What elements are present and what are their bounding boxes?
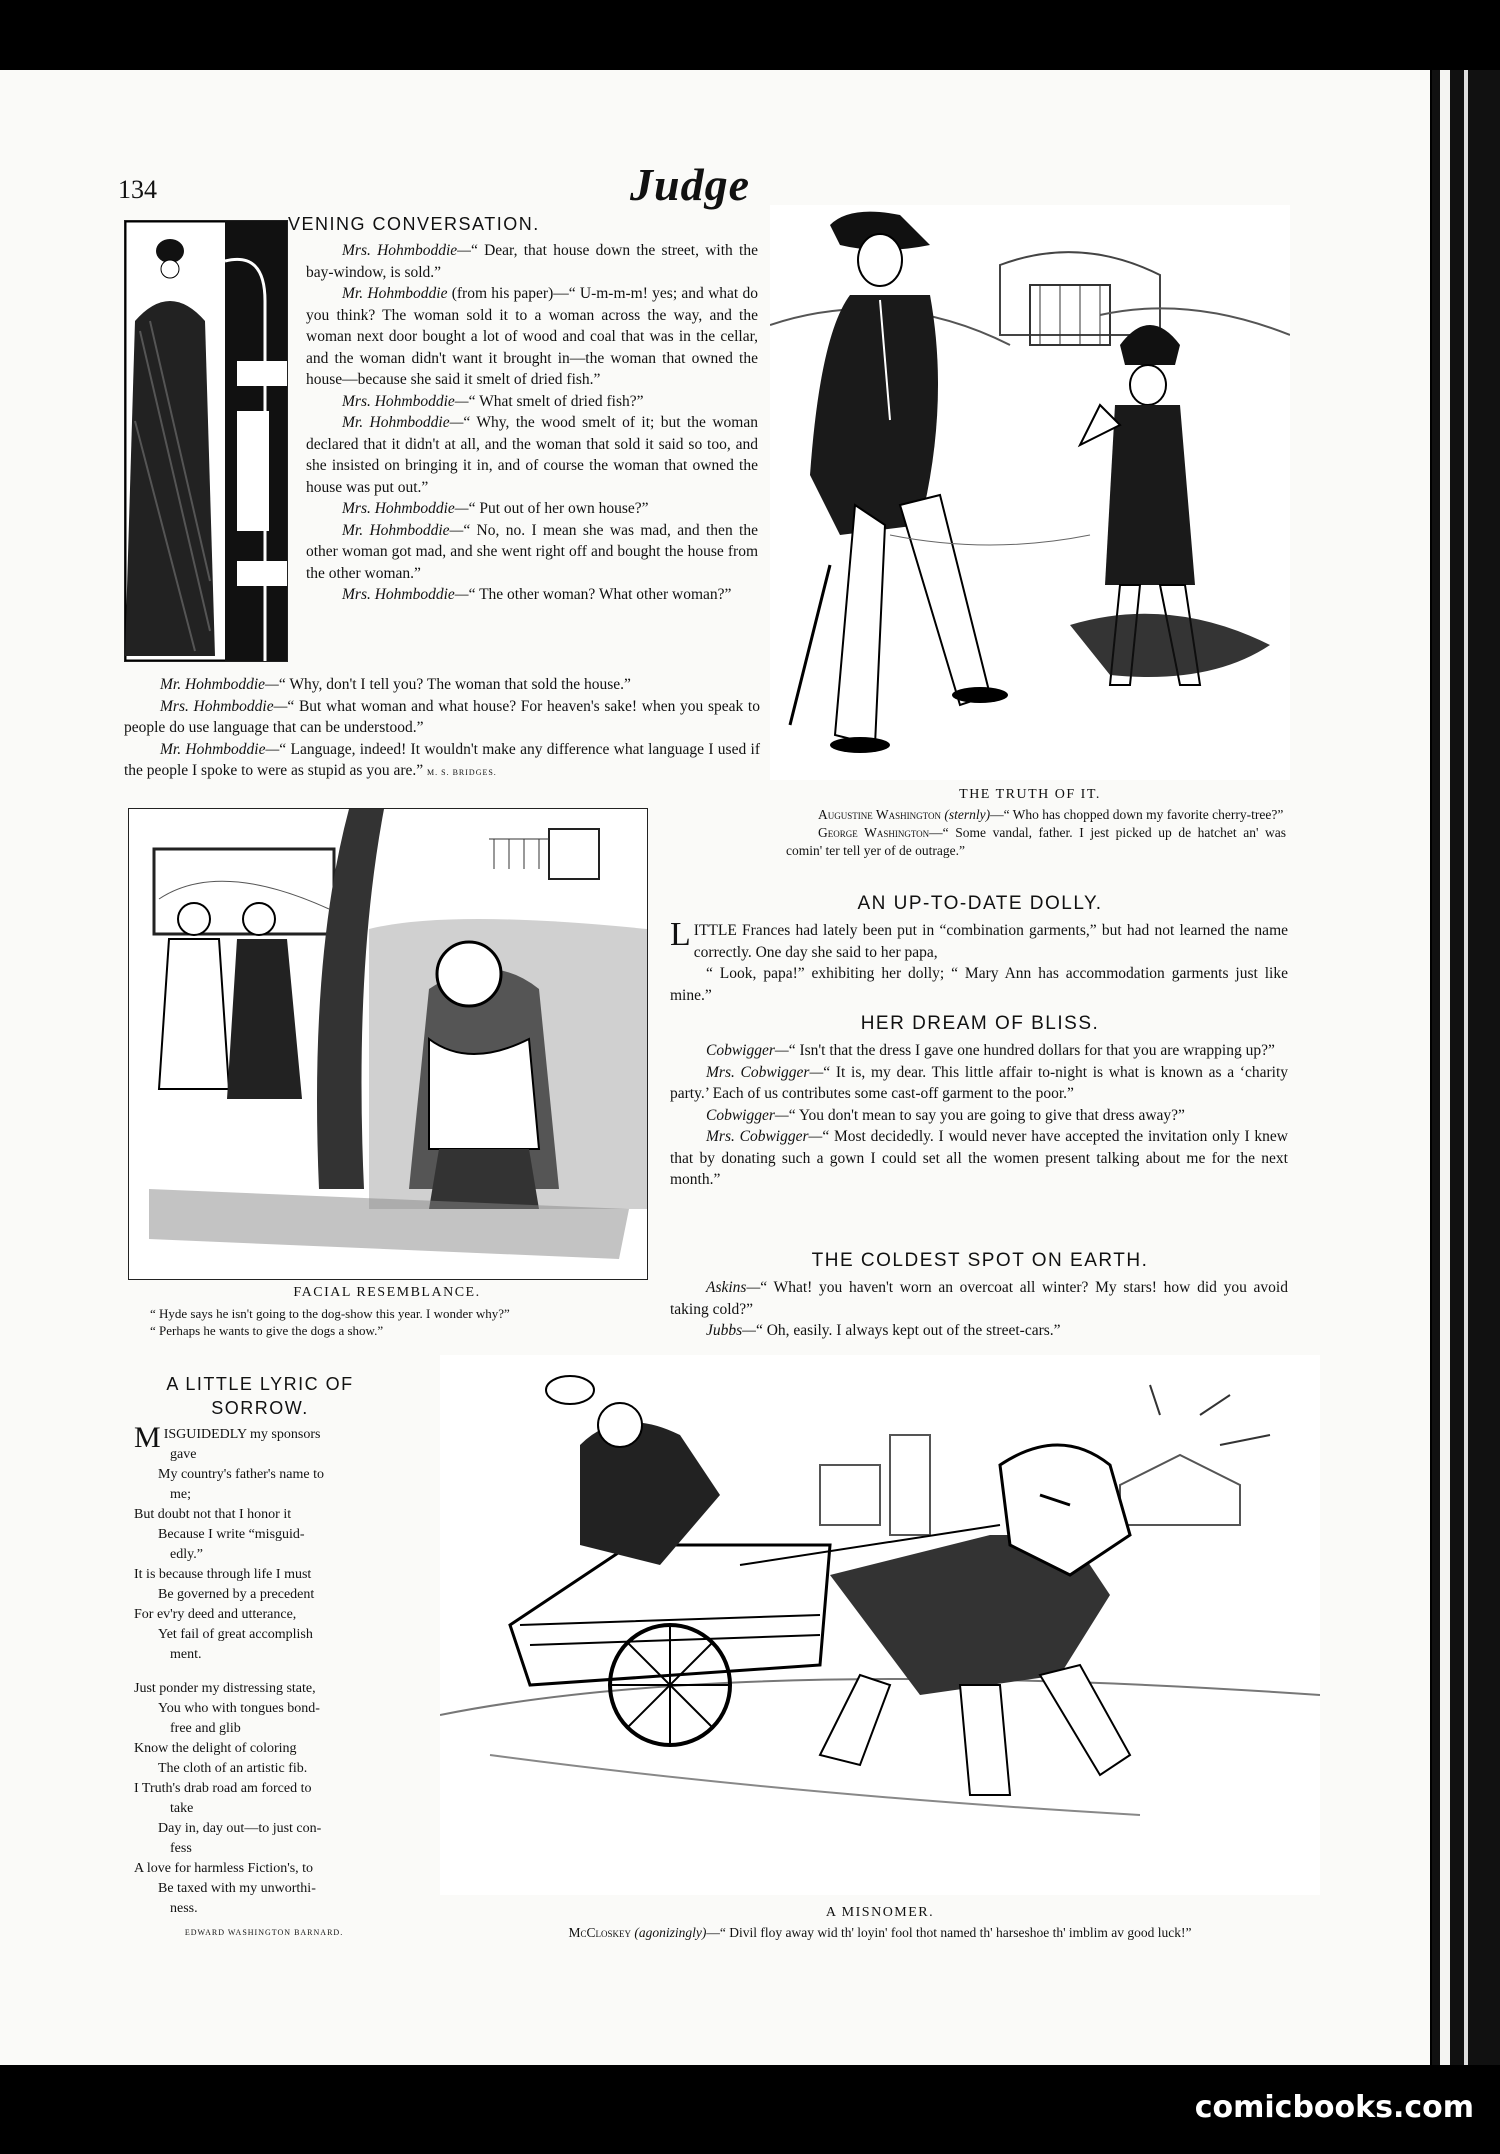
poem-line: Because I write “misguid- <box>158 1527 305 1542</box>
speaker: Cobwigger— <box>706 1042 789 1059</box>
poem-stanza-1 <box>134 1421 394 1665</box>
author-signature: M. S. BRIDGES. <box>427 768 497 777</box>
dolly-text <box>670 916 1288 1006</box>
speaker: Askins— <box>706 1279 761 1296</box>
dream-title: HER DREAM OF BLISS. <box>860 1013 1100 1034</box>
dialogue: “ No, no. I mean she was mad, and then the other woman got mad, and she went right off and bought the house from the other woman.” <box>306 521 758 582</box>
speaker: Augustine Washington <box>818 807 941 822</box>
poem-line: Be taxed with my unworthi- <box>158 1881 316 1896</box>
speaker: Mr. Hohmboddie— <box>342 521 464 539</box>
masthead: Judge <box>630 159 750 210</box>
truth-of-it-illustration <box>770 205 1290 780</box>
speaker: Mrs. Cobwigger— <box>706 1128 823 1145</box>
dialogue: “ Dear, that house down the street, with the bay-window, is sold.” <box>306 242 758 281</box>
dialogue-line: “ Hyde says he isn't going to the dog-show this year. I wonder why?” <box>150 1306 510 1321</box>
poem-stanza-2 <box>134 1679 394 1919</box>
drop-cap-e-illustration <box>124 220 288 662</box>
dialogue: (from his paper)—“ U-m-m-m! yes; and what do you think? The woman sold it to a woman across the way, and the woman next door bought a lot of wood and coal that was in the cellar, and the woman didn't want it brought in—the woman that owned the house—because she said it smelt of dried fish.” <box>306 285 758 388</box>
poem-line: gave <box>170 1447 197 1462</box>
poem-line: My country's father's name to <box>158 1467 325 1482</box>
dialogue: “ Oh, easily. I always kept out of the street-cars.” <box>755 1322 1061 1339</box>
dialogue: “ It is, my dear. This little affair to-night is what is known as a ‘charity party.’ Each of us contributes some cast-off garment to the poor.” <box>670 1063 1288 1102</box>
dialogue: —“ Divil floy away wid th' loyin' fool thot named th' harseshoe th' imblim av good luck!” <box>706 1925 1192 1940</box>
poem-line: ISGUIDEDLY my sponsors <box>163 1427 321 1442</box>
evening-title: VENING CONVERSATION. <box>288 214 540 234</box>
dialogue-line: “ Perhaps he wants to give the dogs a show.” <box>150 1323 384 1338</box>
poem-line: Be governed by a precedent <box>158 1587 315 1602</box>
dialogue: “ Why, don't I tell you? The woman that sold the house.” <box>278 676 631 693</box>
poem-line: But doubt not that I honor it <box>134 1507 292 1522</box>
speaker: Mr. Hohmboddie— <box>160 740 280 758</box>
dialogue: “ Isn't that the dress I gave one hundred dollars for that you are wrapping up?” <box>788 1042 1275 1059</box>
poem-line: Day in, day out—to just con- <box>158 1821 322 1836</box>
dialogue: “ Why, the wood smelt of it; but the woman declared that it didn't at all, and the woman that sold it said so too, and she insisted on bringing it in, and of course the woman that owned the house was put out.” <box>306 414 758 496</box>
dialogue: “ But what woman and what house? For heaven's sake! when you speak to people do use language that can be understood.” <box>124 697 760 736</box>
poem-line: You who with tongues bond- <box>158 1701 320 1716</box>
lyric-poem <box>134 1421 394 1943</box>
drop-cap: L <box>670 916 691 953</box>
poem-line: A love for harmless Fiction's, to <box>134 1861 314 1876</box>
poem-line: Know the delight of coloring <box>134 1741 297 1756</box>
evening-text-top <box>306 240 758 606</box>
poem-line: For ev'ry deed and utterance, <box>134 1607 297 1622</box>
speaker: Mrs. Hohmboddie— <box>342 586 469 603</box>
misnomer-illustration <box>440 1355 1320 1895</box>
manner: (sternly) <box>944 807 991 822</box>
dialogue: “ The other woman? What other woman?” <box>468 586 732 603</box>
dialogue: “ You don't mean to say you are going to give that dress away?” <box>788 1106 1185 1124</box>
manner: (agonizingly) <box>634 1925 707 1940</box>
poem-line: It is because through life I must <box>134 1567 312 1582</box>
speaker: George Washington <box>818 825 930 840</box>
poem-line: I Truth's drab road am forced to <box>134 1781 312 1796</box>
speaker: Jubbs— <box>706 1322 756 1339</box>
poem-line: take <box>170 1801 194 1816</box>
dream-text <box>670 1040 1288 1191</box>
paragraph: “ Look, papa!” exhibiting her dolly; “ Mary Ann has accommodation garments just like mine.” <box>670 965 1288 1004</box>
dialogue: “ Put out of her own house?” <box>468 500 649 517</box>
poem-line: Just ponder my distressing state, <box>134 1681 316 1696</box>
speaker: McCloskey <box>568 1925 631 1940</box>
speaker: Cobwigger— <box>706 1106 789 1124</box>
coldest-title: THE COLDEST SPOT ON EARTH. <box>811 1250 1149 1271</box>
poem-line: fess <box>170 1841 192 1856</box>
paragraph: ITTLE Frances had lately been put in “combination garments,” but had not learned the name correctly. One day she said to her papa, <box>693 922 1288 961</box>
dialogue: “ What! you haven't worn an overcoat all winter? My stars! how did you avoid taking cold?” <box>670 1279 1288 1318</box>
speaker: Mr. Hohmboddie <box>342 285 448 302</box>
speaker: Mrs. Hohmboddie— <box>342 242 471 259</box>
facial-resemblance-illustration <box>128 808 648 1280</box>
author-signature: EDWARD WASHINGTON BARNARD. <box>184 1928 344 1937</box>
drop-cap: M <box>134 1421 161 1454</box>
dialogue: “ Most decidedly. I would never have accepted the invitation only I knew that by donating such a gown I could set all the women present talking about me for the next month.” <box>670 1128 1288 1188</box>
poem-line: free and glib <box>170 1721 241 1736</box>
dialogue: —“ Some vandal, father. I jest picked up de hatchet an' was comin' ter tell yer of de outrage.” <box>786 825 1286 858</box>
poem-line: Yet fail of great accomplish <box>158 1627 313 1642</box>
page-number: 134 <box>118 175 157 204</box>
speaker: Mr. Hohmboddie— <box>342 414 464 431</box>
scan-top-border <box>0 0 1500 70</box>
poem-line: ness. <box>170 1901 198 1916</box>
misnomer-dialogue <box>440 1925 1320 1941</box>
facial-caption: FACIAL RESEMBLANCE. <box>293 1285 481 1300</box>
dialogue: “ Language, indeed! It wouldn't make any difference what language I used if the people I spoke to were as stupid as you are.” <box>124 740 760 779</box>
misnomer-caption: A MISNOMER. <box>825 1905 935 1920</box>
speaker: Mrs. Hohmboddie— <box>160 697 288 715</box>
watermark: comicbooks.com <box>1194 2090 1474 2125</box>
poem-line: me; <box>170 1487 191 1502</box>
speaker: Mrs. Hohmboddie— <box>342 500 469 517</box>
poem-line: edly.” <box>170 1547 203 1562</box>
speaker: Mrs. Cobwigger— <box>706 1063 824 1081</box>
evening-text-bottom <box>124 674 760 784</box>
facial-dialogue <box>150 1305 650 1339</box>
coldest-text <box>670 1277 1288 1342</box>
truth-caption: THE TRUTH OF IT. <box>959 787 1101 802</box>
dolly-title: AN UP-TO-DATE DOLLY. <box>857 893 1103 914</box>
dialogue: —“ Who has chopped down my favorite cherry-tree?” <box>990 807 1284 822</box>
dialogue: “ What smelt of dried fish?” <box>468 392 644 410</box>
poem-line: ment. <box>170 1647 202 1662</box>
poem-line: The cloth of an artistic fib. <box>158 1761 308 1776</box>
lyric-title: A LITTLE LYRIC OF SORROW. <box>166 1374 354 1418</box>
scan-right-edge <box>1432 70 1500 2065</box>
speaker: Mr. Hohmboddie— <box>160 676 279 693</box>
truth-dialogue <box>786 806 1286 860</box>
speaker: Mrs. Hohmboddie— <box>342 392 469 410</box>
